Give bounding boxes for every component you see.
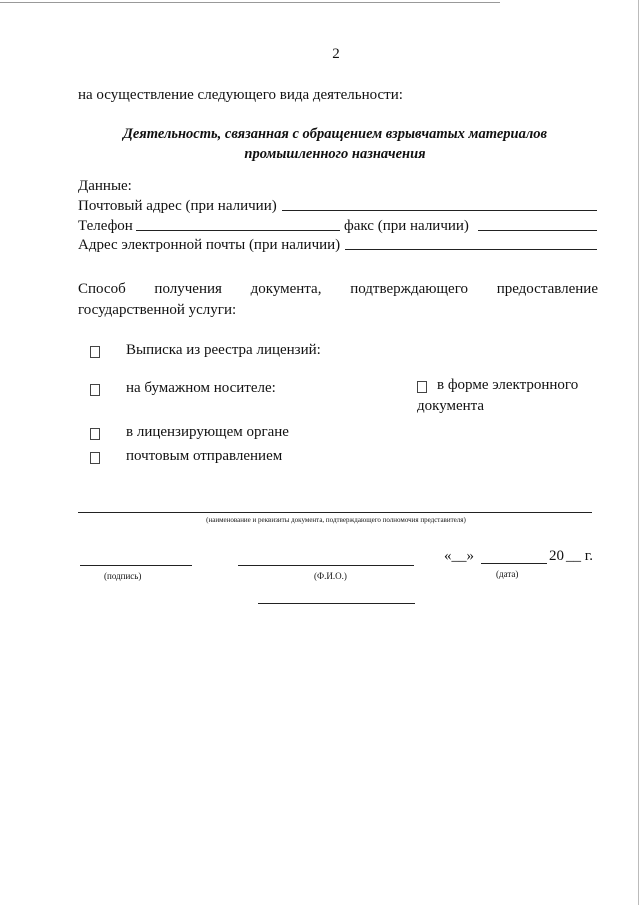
phone-label: Телефон (78, 218, 133, 234)
extra-signature-line (258, 603, 415, 604)
activity-title-line2: промышленного назначения (244, 146, 426, 162)
postal-label: Почтовый адрес (при наличии) (78, 198, 277, 214)
fio-caption: (Ф.И.О.) (314, 571, 347, 581)
signature-field[interactable] (80, 565, 192, 566)
email-field[interactable] (345, 249, 597, 250)
method-word: предоставление (496, 281, 598, 297)
method-word: подтверждающего (350, 281, 468, 297)
method-word: получения (154, 281, 222, 297)
paper-label: на бумажном носителе: (126, 380, 276, 396)
date-day[interactable]: «__» (444, 548, 474, 564)
fax-field[interactable] (478, 230, 597, 231)
electronic-label-line2: документа (417, 398, 485, 414)
electronic-label-line1: в форме электронного (437, 377, 579, 393)
date-year-prefix: 20 (549, 548, 564, 564)
method-line2: государственной услуги: (78, 302, 237, 318)
mail-label: почтовым отправлением (126, 448, 283, 464)
licensing-body-checkbox[interactable] (90, 428, 100, 440)
page-right-edge (638, 0, 639, 905)
method-word: документа, (250, 281, 322, 297)
extract-label: Выписка из реестра лицензий: (126, 342, 321, 358)
mail-checkbox[interactable] (90, 452, 100, 464)
activity-title-line1: Деятельность, связанная с обращением взрывчатых материалов (122, 126, 548, 142)
data-heading: Данные: (78, 178, 132, 194)
date-year-suffix: __ г. (566, 548, 593, 564)
postal-address-field[interactable] (282, 210, 597, 211)
electronic-checkbox[interactable] (417, 381, 427, 393)
signature-caption: (подпись) (104, 571, 142, 581)
email-label: Адрес электронной почты (при наличии) (78, 237, 341, 253)
fio-field[interactable] (238, 565, 414, 566)
licensing-body-label: в лицензирующем органе (126, 424, 289, 440)
phone-field[interactable] (136, 230, 340, 231)
representative-caption: (наименование и реквизиты документа, подтверждающего полномочия представителя) (206, 516, 466, 524)
date-month-field[interactable] (481, 563, 547, 564)
representative-document-field[interactable] (78, 512, 592, 513)
paper-checkbox[interactable] (90, 384, 100, 396)
page-top-edge (0, 2, 500, 3)
method-word: Способ (78, 281, 126, 297)
page-number: 2 (332, 46, 340, 62)
date-caption: (дата) (496, 569, 519, 579)
extract-checkbox[interactable] (90, 346, 100, 358)
intro-text: на осуществление следующего вида деятельности: (78, 87, 403, 103)
method-line1 (78, 281, 598, 298)
activity-title (70, 124, 600, 164)
fax-label: факс (при наличии) (344, 218, 469, 234)
